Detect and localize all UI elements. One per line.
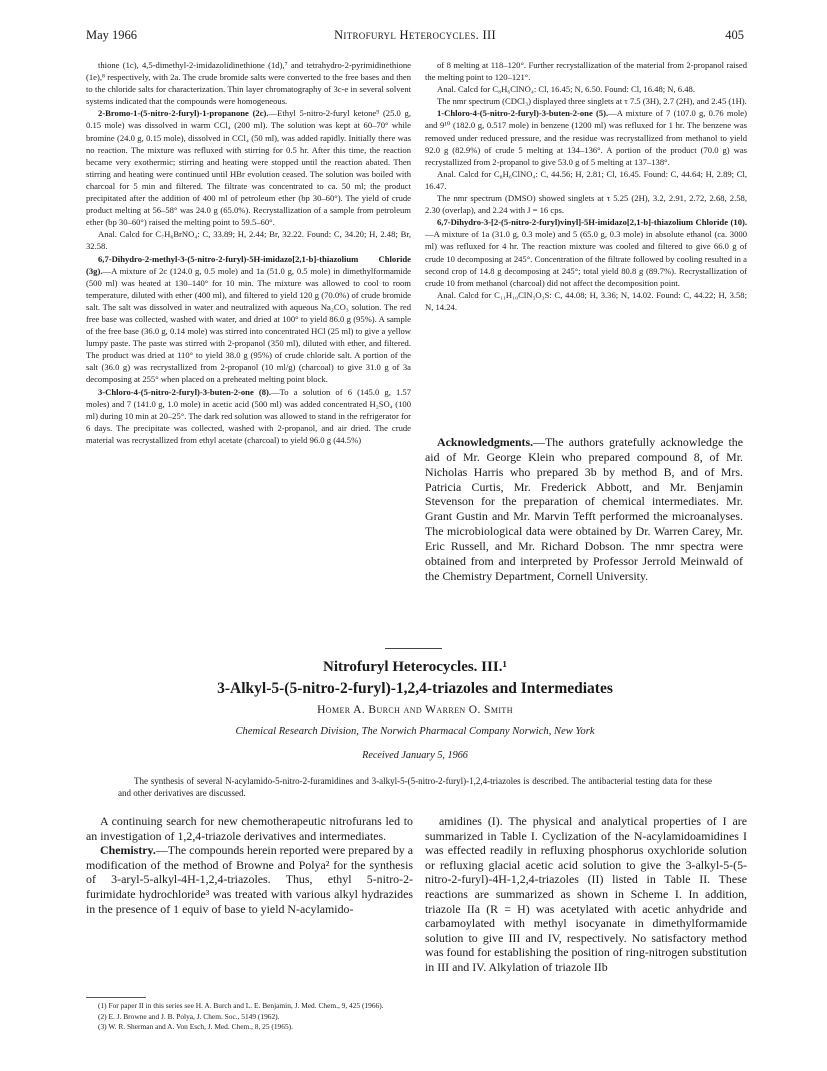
paragraph-text: amidines (I). The physical and analytical properties of I are summarized in Table I. Cyclization of the N-acylamidoamidines I was effected readily in refluxing phosphorus oxychloride solution or refluxing glacial acetic acid solution to give the 3-alkyl-5-(5-nitro-2-furyl)-4H-1,2,4-triazoles (II) listed in Table II. These reactions are summarized as shown in Scheme I. In addition, triazole IIa (R = H) was acetylated with acetic anhydride and carbamoylated with methyl isocyanate in dimethylformamide solution to give III and IV, respectively. No satisfactory method was found for establishing the position of ring-nitrogen substitution in III and IV. Alkylation of triazole IIb bbox=[425, 814, 747, 974]
section-divider bbox=[385, 648, 442, 649]
exp-paragraph bbox=[86, 59, 411, 107]
compound-heading: 1-Chloro-4-(5-nitro-2-furyl)-3-buten-2-one (5). bbox=[437, 108, 609, 119]
exp-paragraph bbox=[425, 59, 747, 83]
exp-paragraph bbox=[425, 192, 747, 216]
compound-heading: 2-Bromo-1-(5-nitro-2-furyl)-1-propanone (2c). bbox=[98, 108, 269, 119]
received-date: Received January 5, 1966 bbox=[362, 750, 468, 761]
exp-paragraph bbox=[425, 168, 747, 192]
footnote: (2) E. J. Browne and J. B. Polya, J. Chem. Soc., 5149 (1962). bbox=[98, 1011, 280, 1021]
body-paragraph bbox=[86, 814, 413, 843]
body-left-column bbox=[86, 814, 413, 916]
journal-section-title: Nitrofuryl Heterocycles. III bbox=[334, 28, 496, 42]
footnotes bbox=[86, 997, 413, 1033]
paragraph-text: Anal. Calcd for C₈H₆ClNO₄: C, 44.56; H, 2.81; Cl, 16.45. Found: C, 44.64; H, 2.89; Cl, 16.47. bbox=[425, 168, 747, 191]
exp-paragraph bbox=[86, 253, 411, 386]
issue-date: May 1966 bbox=[86, 28, 138, 42]
paragraph-text: —Ethyl 5-nitro-2-furyl ketone⁹ (25.0 g, 0.15 mole) was dissolved in warm CCl₄ (200 ml). The solution was kept at 60–70° while bromine (24.0 g, 0.15 mole), dissolved in CCl₄ (50 ml), was added rapidly. Initially there was no reaction. The mixture was refluxed with stirring for 0.5 hr. After this time, the reaction became very exothermic; stirring and heating were stopped until the reaction abated. Then stirring and heating were continued until HBr evolution ceased. The solution was boiled with charcoal for 5 min and filtered. The filtrate was concentrated to ca. 50 ml; the product precipitated after the addition of 400 ml of petroleum ether (bp 30–60°). The yield of crude product melting at 56–58° was 24.0 g (65.0%). Recrystallization of a sample from petroleum ether (bp 30–60°) raised the melting point to 59.5–60°. bbox=[86, 108, 412, 228]
article-series-title: Nitrofuryl Heterocycles. III.¹ bbox=[323, 659, 507, 675]
paragraph-text: —A mixture of 1a (31.0 g, 0.3 mole) and 5 (65.0 g, 0.3 mole) in absolute ethanol (ca. 3000 ml) was refluxed for 4 hr. The reaction mixture was cooled and filtered to give 66.0 g of crude 10 decomposing at 245°. Concentration of the filtrate followed by cooling resulted in a second crop of 14.8 g decomposing at 245°; total yield 80.8 g (89.7%). Recrystallization of crude 10 from methanol (charcoal) did not affect the decomposition point. bbox=[425, 229, 747, 288]
abstract-text: The synthesis of several N-acylamido-5-nitro-2-furamidines and 3-alkyl-5-(5-nitro-2-furyl)-1,2,4-triazoles is described. The antibacterial testing data for these and other derivatives are discussed. bbox=[118, 776, 712, 798]
article-authors: Homer A. Burch and Warren O. Smith bbox=[317, 704, 513, 716]
paragraph-text: of 8 melting at 118–120°. Further recrystallization of the material from 2-propanol raised the melting point to 120–121°. bbox=[425, 60, 747, 83]
paragraph-text: —To a solution of 6 (145.0 g, 1.57 moles) and 7 (141.0 g, 1.0 mole) in acetic acid (500 ml) was added concentrated H₂SO₄ (100 ml) during 10 min at 20–25°. The dark red solution was allowed to stand in the refrigerator for 6 days. The precipitate was collected, washed with 2-propanol, and air dried. The crude material was recrystallized from ethyl acetate (charcoal) to yield 96.0 g (44.5%) bbox=[86, 386, 411, 445]
exp-paragraph bbox=[425, 216, 747, 289]
article-title: 3-Alkyl-5-(5-nitro-2-furyl)-1,2,4-triazoles and Intermediates bbox=[217, 680, 613, 697]
exp-paragraph bbox=[86, 107, 411, 228]
body-right-column bbox=[425, 814, 747, 975]
exp-paragraph bbox=[425, 95, 747, 107]
experimental-left-column bbox=[86, 59, 411, 446]
paragraph-text: —A mixture of 2c (124.0 g, 0.5 mole) and 1a (51.0 g, 0.5 mole) in dimethylformamide (500 ml) was heated at 130–140° for 10 min. The mixture was allowed to cool to room temperature, diluted with ether (400 ml), and filtered to yield 120 g (70.0%) of crude bromide salt. The salt was dissolved in water and neutralized with aqueous Na₂CO₃ solution. The red free base was collected, washed with water, and dried at 100° to yield 86.0 g (95%). A sample of the free base (36.0 g, 0.14 mole) was stirred into concentrated HCl (25 ml) to give a yellow lumpy paste. The paste was stirred with 2-propanol (350 ml), diluted with ether, and filtered. The product was dried at 110° to yield 38.0 g (95%) of crude chloride salt. A portion of the salt (36.0 g) was recrystallized from 2-propanol (10 ml/g) (charcoal) to give 31.0 g of 3a decomposing at 255° when placed on a preheated melting point block. bbox=[86, 265, 411, 385]
body-paragraph bbox=[86, 843, 413, 916]
footnote: (3) W. R. Sherman and A. Von Esch, J. Med. Chem., 8, 25 (1965). bbox=[98, 1022, 293, 1031]
abstract bbox=[118, 776, 712, 800]
paragraph-text: Anal. Calcd for C₈H₆ClNO₄: Cl, 16.45; N, 6.50. Found: Cl, 16.48; N, 6.48. bbox=[437, 84, 695, 95]
acknowledgments bbox=[425, 435, 743, 583]
compound-heading: 3-Chloro-4-(5-nitro-2-furyl)-3-buten-2-one (8). bbox=[98, 386, 272, 397]
acknowledgments-text: —The authors gratefully acknowledge the aid of Mr. George Klein who prepared compound 8, of Mr. Nicholas Harris who prepared 3b by method B, and of Mrs. Patricia Curtis, Mr. Frederick Abbott, and Mr. Benjamin Stevenson for the preparation of chemical intermediates. Mr. Grant Gustin and Mr. Marvin Tefft performed the microanalyses. The microbiological data were obtained by Dr. Warren Carey, Mr. Eric Russell, and Mr. Richard Dobson. The nmr spectra were obtained from and interpreted by Professor Jerrold Meinwald of the Chemistry Department, Cornell University. bbox=[425, 435, 743, 583]
exp-paragraph bbox=[425, 107, 747, 167]
compound-heading: 6,7-Dihydro-2-methyl-3-(5-nitro-2-furyl)-5H-imidazo[2,1-b]-thiazolium Chloride (3g). bbox=[86, 253, 411, 276]
exp-paragraph bbox=[86, 386, 411, 446]
paragraph-text: Anal. Calcd for C₁₁H₁₀ClN₃O₃S: C, 44.08; H, 3.36; N, 14.02. Found: C, 44.22; H, 3.58; N, 14.24. bbox=[425, 289, 747, 312]
running-head bbox=[86, 28, 744, 44]
compound-heading: 6,7-Dihydro-3-[2-(5-nitro-2-furyl)vinyl]-5H-imidazo[2,1-b]-thiazolium Chloride (10). bbox=[437, 217, 747, 228]
footnote: (1) For paper II in this series see H. A. Burch and L. E. Benjamin, J. Med. Chem., 9, 425 (1966). bbox=[98, 1001, 384, 1010]
author-affiliation: Chemical Research Division, The Norwich Pharmacal Company Norwich, New York bbox=[235, 726, 595, 737]
paragraph-text: —A mixture of 7 (107.0 g, 0.76 mole) and 9¹⁰ (182.0 g, 0.517 mole) in benzene (1200 ml) was refluxed for 1 hr. The benzene was removed under reduced pressure, and the residue was recrystallized from methanol to yield 92.0 g (82.9%) of crude 5 melting at 134–136°. A portion of the product (70.0 g) was recrystallized from 2-propanol to give 53.0 g of 5 melting at 137–138°. bbox=[425, 108, 747, 167]
paragraph-text: The nmr spectrum (CDCl₃) displayed three singlets at τ 7.5 (3H), 2.7 (2H), and 2.45 (1H). bbox=[437, 96, 747, 107]
paragraph-text: A continuing search for new chemotherapeutic nitrofurans led to an investigation of 1,2,4-triazole derivatives and intermediates. bbox=[86, 814, 413, 843]
body-paragraph bbox=[425, 814, 747, 975]
exp-paragraph bbox=[425, 83, 747, 95]
paragraph-text: Anal. Calcd for C₇H₆BrNO₄: C, 33.89; H, 2.44; Br, 32.22. Found: C, 34.20; H, 2.48; Br, 32.58. bbox=[86, 229, 411, 252]
section-heading: Chemistry. bbox=[100, 843, 156, 858]
acknowledgments-heading: Acknowledgments. bbox=[437, 435, 534, 449]
paragraph-text: The nmr spectrum (DMSO) showed singlets at τ 5.25 (2H), 3.2, 2.91, 2.72, 2.68, 2.58, 2.30 (overlap), and 2.24 with J = 16 cps. bbox=[425, 193, 747, 216]
page-number: 405 bbox=[725, 28, 744, 42]
footnote-rule bbox=[86, 997, 146, 998]
experimental-right-column bbox=[425, 59, 747, 313]
paragraph-text: —The compounds herein reported were prepared by a modification of the method of Browne and Polya² for the synthesis of 3-aryl-5-alkyl-4H-1,2,4-triazoles. Thus, ethyl 5-nitro-2-furimidate hydrochloride³ was treated with various alkyl hydrazides in the presence of 1 equiv of base to yield N-acylamido- bbox=[86, 843, 414, 916]
exp-paragraph bbox=[86, 228, 411, 252]
exp-paragraph bbox=[425, 289, 747, 313]
paragraph-text: thione (1c), 4,5-dimethyl-2-imidazolidinethione (1d),⁷ and tetrahydro-2-pyrimidinethione (1e),⁸ respectively, with 2a. The crude bromide salts were converted to the free bases and then to the chloride salts for characterization. Thin layer chromatography of 3c-e in several solvent systems indicated that the compounds were homogeneous. bbox=[86, 60, 411, 107]
